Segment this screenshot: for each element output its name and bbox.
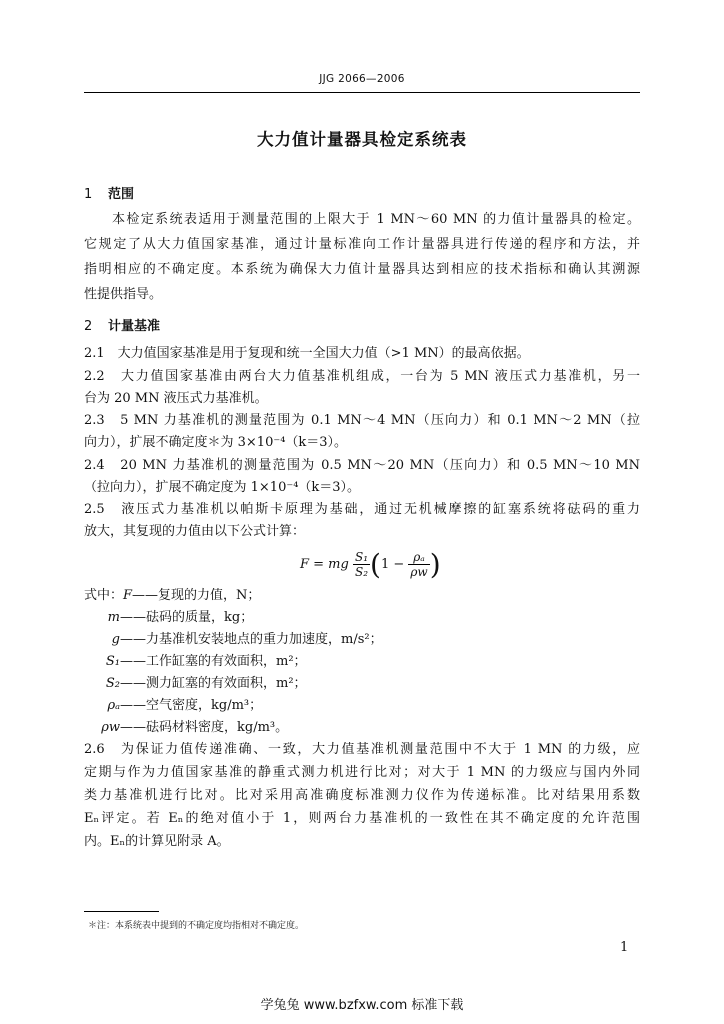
formula-open-paren: ( [370,548,381,581]
definition-symbol: F [123,588,133,603]
clause-2-6-line: 类力基准机进行比对。比对采用高准确度标准测力仪作为传递标准。比对结果用系数 [84,788,640,803]
definition-item [84,585,260,607]
section-1-line: 指明相应的不确定度。本系统为确保大力值计量器具达到相应的技术指标和确认其溯源 [84,262,640,277]
clause-2-2-line: 台为 20 MN 液压式力基准机。 [84,391,268,406]
clause-2-6-line: 2.6 为保证力值传递准确、一致，大力值基准机测量范围中不大于 1 MN 的力级，应 [84,742,640,757]
footnote: ＊注：本系统表中提到的不确定度均指相对不确定度。 [88,921,305,931]
definition-symbol: S₂ [105,676,120,691]
formula-close-paren: ) [429,548,441,581]
definition-text: ——工作缸塞的有效面积，m²； [120,654,307,669]
formula-denominator-s2: S₂ [354,565,368,579]
clause-2-6-line: 内。Eₙ的计算见附录 A。 [84,834,230,849]
clause-2-4-line: （拉向力），扩展不确定度为 1×10⁻⁴（k＝3）。 [84,480,361,495]
section-1-heading [84,183,134,202]
formula-area-ratio [353,550,370,579]
definition-symbol: g [111,632,120,647]
definition-item [84,651,307,673]
clause-2-4-line: 2.4 20 MN 力基准机的测量范围为 0.5 MN～20 MN（压向力）和 0.5 MN～10 MN [84,458,640,473]
clause-2-3-line: 2.3 5 MN 力基准机的测量范围为 0.1 MN～4 MN（压向力）和 0.1 MN～2 MN（拉 [84,413,640,428]
footnote-rule [84,911,159,912]
definition-item [84,607,253,629]
definition-text: ——复现的力值，N； [132,588,261,603]
section-1-line: 本检定系统表适用于测量范围的上限大于 1 MN～60 MN 的力值计量器具的检定。 [112,212,640,227]
section-2-number: 2 [84,319,93,334]
formula-one-minus: 1 − [380,557,405,572]
definition-item [84,673,307,695]
force-formula [300,548,441,584]
clause-2-3-line: 向力），扩展不确定度＊为 3×10⁻⁴（k＝3）。 [84,435,348,450]
section-1-line: 它规定了从大力值国家基准，通过计量标准向工作计量器具进行传递的程序和方法，并 [84,237,640,252]
section-1-line: 性提供指导。 [84,287,163,302]
definition-symbol: ρₐ [107,698,120,713]
formula-numerator-rho-a: ρₐ [408,550,429,565]
formula-denominator-rho-w: ρw [410,565,428,579]
clause-2-2-line: 2.2 大力值国家基准由两台大力值基准机组成，一台为 5 MN 液压式力基准机，另一 [84,369,640,384]
formula-numerator-s1: S₁ [354,550,368,564]
definition-symbol: ρw [101,720,120,735]
page-number: 1 [620,940,629,955]
section-1-number: 1 [84,187,93,202]
definition-symbol: m [107,610,120,625]
clause-2-5-line: 放大，其复现的力值由以下公式计算： [84,524,306,539]
definition-symbol: S₁ [105,654,120,669]
document-header: JJG 2066—2006 [319,73,405,85]
clause-2-1: 2.1 大力值国家基准是用于复现和统一全国大力值（>1 MN）的最高依据。 [84,346,530,361]
formula-lhs: F = mg [300,557,349,572]
header-rule [84,92,640,93]
section-2-heading [84,315,160,334]
definition-text: ——测力缸塞的有效面积，m²； [120,676,307,691]
formula-density-ratio [408,550,429,579]
clause-2-5-line: 2.5 液压式力基准机以帕斯卡原理为基础，通过无机械摩擦的缸塞系统将砝码的重力 [84,502,640,517]
definition-item [84,629,383,651]
clause-2-6-line: 定期与作为力值国家基准的静重式测力机进行比对；对大于 1 MN 的力级应与国内外同 [84,765,640,780]
site-footer: 学兔兔 www.bzfxw.com 标准下载 [260,998,464,1013]
definition-item [84,717,288,739]
definition-item [84,695,262,717]
definition-text: ——砝码材料密度，kg/m³。 [120,720,289,735]
definition-text: ——力基准机安装地点的重力加速度，m/s²； [120,632,383,647]
section-1-title: 范围 [108,187,135,202]
where-label: 式中： [84,588,124,603]
definition-text: ——空气密度，kg/m³； [120,698,263,713]
section-2-title: 计量基准 [108,319,161,334]
definition-text: ——砝码的质量，kg； [120,610,254,625]
page-title: 大力值计量器具检定系统表 [257,130,467,149]
clause-2-6-line: Eₙ评定。若 Eₙ的绝对值小于 1，则两台力基准机的一致性在其不确定度的允许范围 [84,811,640,826]
